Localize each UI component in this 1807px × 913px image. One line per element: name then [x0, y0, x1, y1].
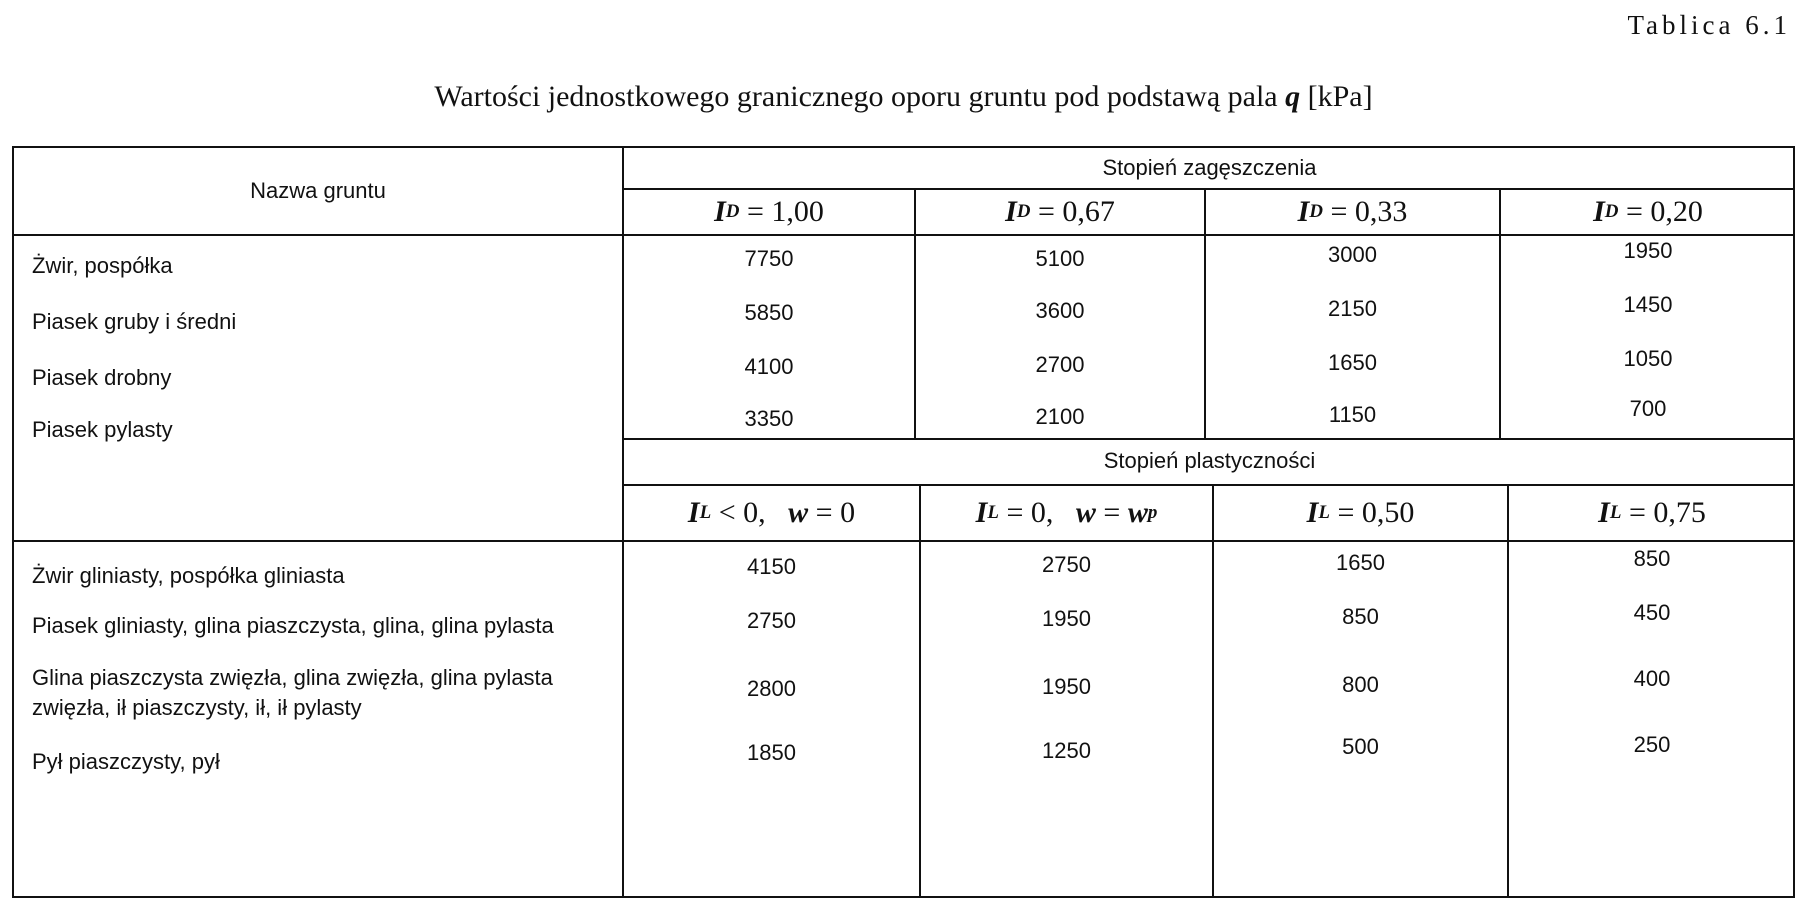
value-cell: 1850: [747, 740, 796, 765]
value-cell: 250: [1633, 732, 1671, 757]
value-cell: 1250: [1042, 738, 1091, 763]
divider-plasticity-header: [14, 540, 1795, 542]
value-cell: 1150: [1328, 402, 1377, 427]
soil-name: Piasek gruby i średni: [32, 309, 237, 334]
value-cell: 1950: [1623, 238, 1673, 263]
value-cell: 4150: [747, 554, 796, 579]
value-cell: 2750: [1042, 552, 1091, 577]
table-number: Tablica 6.1: [1627, 10, 1791, 40]
density-col-header: I D = 0,33: [1297, 195, 1408, 228]
value-cell: 5850: [744, 300, 794, 325]
value-cell: 500: [1342, 734, 1379, 759]
table-title: [0, 80, 1807, 114]
header-plasticity-group: Stopień plastyczności: [1103, 448, 1316, 473]
value-cell: 800: [1342, 672, 1379, 697]
value-cell: 2800: [747, 676, 796, 701]
soil-name: Żwir gliniasty, pospółka gliniasta: [32, 563, 345, 588]
title-text: Wartości jednostkowego granicznego oporu gruntu pod podstawą pala: [434, 80, 1278, 113]
value-cell: 1950: [1042, 674, 1091, 699]
header-soil-name: Nazwa gruntu: [250, 178, 386, 203]
title-unit: [kPa]: [1307, 80, 1373, 113]
soil-name: Piasek pylasty: [32, 417, 173, 442]
value-cell: 850: [1342, 604, 1379, 629]
soil-name: Żwir, pospółka: [32, 253, 173, 278]
value-cell: 4100: [744, 354, 794, 379]
value-cell: 2700: [1035, 352, 1085, 377]
value-cell: 1050: [1623, 346, 1673, 371]
plasticity-col-header: I L < 0, w = 0: [687, 496, 856, 529]
value-cell: 5100: [1035, 246, 1085, 271]
density-col-header: I D = 1,00: [714, 195, 824, 228]
value-cell: 3600: [1035, 298, 1085, 323]
value-cell: 3350: [744, 406, 794, 431]
value-cell: 400: [1633, 666, 1671, 691]
value-cell: 1450: [1623, 292, 1673, 317]
title-symbol: q: [1285, 80, 1301, 113]
soil-name-continued: zwięzła, ił piaszczysty, ił, ił pylasty: [32, 695, 362, 720]
value-cell: 1950: [1042, 606, 1091, 631]
density-col-header: I D = 0,20: [1593, 195, 1703, 228]
soil-name: Piasek gliniasty, glina piaszczysta, glina, glina pylasta: [32, 613, 554, 638]
value-cell: 2750: [747, 608, 796, 633]
plasticity-col-header: I L = 0,50: [1306, 496, 1415, 529]
plasticity-col-header: I L = 0,75: [1598, 496, 1706, 529]
value-cell: 1650: [1328, 350, 1377, 375]
value-cell: 2100: [1035, 404, 1085, 429]
value-cell: 700: [1629, 396, 1667, 421]
soil-name: Piasek drobny: [32, 365, 172, 390]
header-density-group: Stopień zagęszczenia: [1102, 155, 1317, 180]
value-cell: 7750: [744, 246, 794, 271]
density-col-header: I D = 0,67: [1005, 195, 1115, 228]
value-cell: 2150: [1328, 296, 1377, 321]
value-cell: 450: [1633, 600, 1671, 625]
soil-name: Glina piaszczysta zwięzła, glina zwięzła, glina pylasta: [32, 665, 553, 690]
soil-name: Pył piaszczysty, pył: [32, 749, 220, 774]
value-cell: 3000: [1328, 242, 1377, 267]
plasticity-col-header: I L = 0, w = w p: [975, 496, 1158, 529]
value-cell: 850: [1633, 546, 1671, 571]
pile-resistance-table: [12, 146, 1795, 898]
value-cell: 1650: [1336, 550, 1385, 575]
